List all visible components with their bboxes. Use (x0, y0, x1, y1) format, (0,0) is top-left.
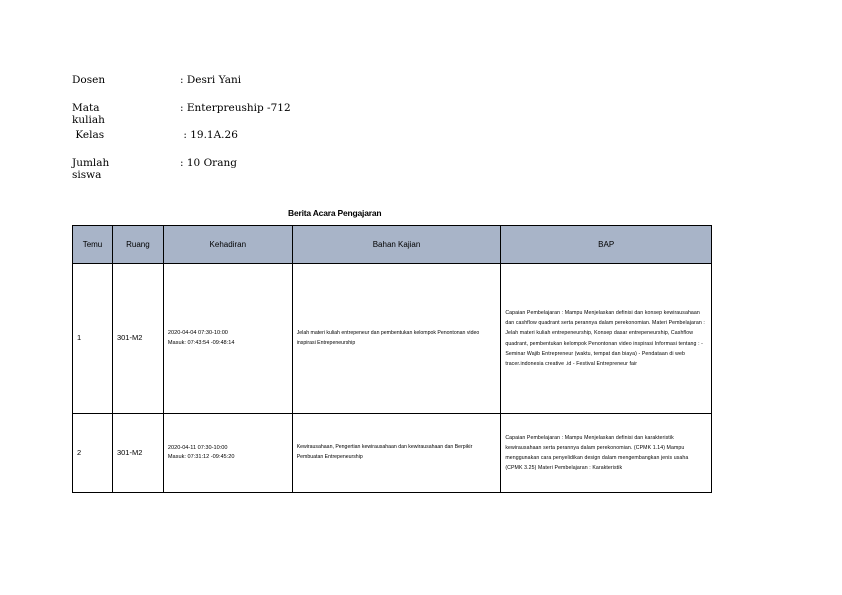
bap-text: Capaian Pembelajaran : Mampu Menjelaskan definisi dan karakteristik kewirausahaan serta perannya dalam perekonomian. (CPMK 1.14) Mampu menggunakan cara penyelidikan design dalam mengembangkan jenis usaha (CPMK 3.25) Materi Pembelajaran : Karakteristik (505, 434, 689, 472)
kelas-label: Kelas (72, 129, 105, 141)
kehadiran-cell (163, 414, 292, 493)
dosen-value: : Desri Yani (180, 74, 242, 86)
table-row (73, 414, 712, 493)
ruang-cell: 301-M2 (112, 414, 163, 493)
berita-acara-table (72, 225, 712, 493)
kehadiran-jadwal: 2020-04-11 07:30-10:00 (167, 444, 228, 451)
jumlah-siswa-label: Jumlah siswa (72, 156, 110, 181)
header-kehadiran: Kehadiran (163, 226, 292, 264)
temu-cell: 1 (73, 264, 113, 414)
header-bap: BAP (501, 226, 712, 264)
kehadiran-masuk: Masuk: 07:31:12 -09:45:20 (167, 454, 235, 460)
bahan-kajian-cell: Jelah materi kuliah entrepeneur dan pembentukan kelompok Penontonan video inspirasi Entrepeneurship (292, 264, 501, 414)
dosen-label: Dosen (72, 74, 106, 86)
header-ruang: Ruang (112, 226, 163, 264)
table-row (73, 264, 712, 414)
kehadiran-jadwal: 2020-04-04 07:30-10:00 (167, 330, 228, 336)
mata-kuliah-value: : Enterpreuship -712 (180, 101, 291, 114)
table-caption: Berita Acara Pengajaran (288, 208, 382, 218)
mata-kuliah-label: Mata kuliah (72, 101, 105, 126)
bap-cell (501, 414, 712, 493)
header-temu: Temu (73, 226, 113, 264)
temu-cell: 2 (73, 414, 113, 493)
kelas-value: : 19.1A.26 (180, 129, 238, 141)
header-bahan-kajian: Bahan Kajian (292, 226, 501, 264)
ruang-cell: 301-M2 (112, 264, 163, 414)
bahan-kajian-cell: Kewirausahaan, Pengertian kewirausahaan dan kewirausahaan dan Berpikir Pembuatan Entrepeneurship (292, 414, 501, 493)
kehadiran-masuk: Masuk: 07:43:54 -09:48:14 (167, 339, 235, 346)
bap-cell: Capaian Pembelajaran : Mampu Menjelaskan definisi dan konsep kewirausahaan dan cashflow quadrant serta perannya dalam perekonomian. Materi Pembelajaran : Jelah materi kuliah entrepeneurship, Konsep dasar entrepeneurship, Cashflow quadrant, pembentukan kelompok Penontonan video inspirasi Informasi tentang : - Seminar Wajib Entrepreneur (waktu, tempat dan biaya) - Pendataan di web tracer.indonesia creative .id - Festival Entrepreneur fair (501, 264, 712, 414)
table-header-row (73, 226, 712, 264)
kehadiran-cell (163, 264, 292, 414)
jumlah-siswa-value: : 10 Orang (180, 156, 237, 169)
